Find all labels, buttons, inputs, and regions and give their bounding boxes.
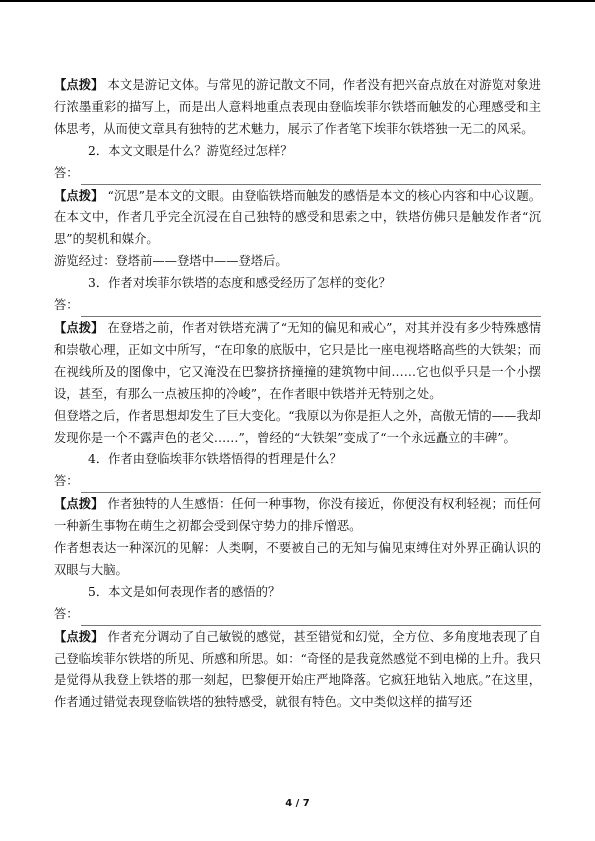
hint-tag: 【点拨】 — [54, 319, 104, 335]
answer-label: 答： — [54, 298, 79, 313]
question: 4．作者由登临埃菲尔铁塔悟得的哲理是什么？ — [88, 452, 342, 467]
answer-label: 答： — [54, 474, 79, 489]
answer-line — [54, 295, 541, 317]
question: 3．作者对埃菲尔铁塔的态度和感受经历了怎样的变化？ — [88, 276, 391, 291]
hint-tag: 【点拨】 — [54, 77, 104, 92]
hint-tag: 【点拨】 — [54, 628, 104, 644]
page-number: 4 / 7 — [285, 798, 310, 809]
document-body — [54, 74, 541, 714]
answer-label: 答： — [54, 606, 79, 621]
answer-blank — [81, 301, 541, 317]
answer-line — [54, 604, 541, 626]
hint-text: 作者充分调动了自己敏锐的感觉，甚至错觉和幻觉，全方位、多角度地表现了自己登临埃菲尔铁塔的所见、所感和所思。如：“奇怪的是我竟然感觉不到电梯的上升。我只是觉得从我登上铁塔的那一刻起，巴黎便开始庄严地降落。它疯狂地钻入地底。”在这里，作者通过错觉表现登临铁塔的独特感受，就很有特色。文中类似这样的描写还 — [54, 629, 541, 710]
hint-tag: 【点拨】 — [54, 496, 104, 512]
answer-label: 答： — [54, 165, 79, 180]
hint-paragraph — [54, 493, 541, 538]
hint-tag: 【点拨】 — [54, 187, 104, 203]
answer-line — [54, 471, 541, 493]
hint-text: 本文是游记文体。与常见的游记散文不同，作者没有把兴奋点放在对游览对象进行浓墨重彩的描写上，而是出人意料地重点表现由登临埃菲尔铁塔而触发的心理感受和主体思考，从而使文章具有独特的艺术魅力，展示了作者笔下埃菲尔铁塔独一无二的风采。 — [54, 78, 541, 136]
hint-text: 在登塔之前，作者对铁塔充满了“无知的偏见和戒心”，对其并没有多少特殊感情和崇敬心理，正如文中所写，“在印象的底版中，它只是比一座电视塔略高些的大铁架；而在视线所及的图像中，它又淹没在巴黎挤挤撞撞的建筑物中间……它也似乎只是一个小摆设，甚至，有那么一点被压抑的冷峻”，在作者眼中铁塔并无特别之处。 — [54, 320, 541, 401]
hint-paragraph — [54, 626, 541, 715]
answer-blank — [81, 610, 541, 626]
hint-paragraph — [54, 317, 541, 406]
answer-blank — [81, 477, 541, 493]
hint-text: “沉思”是本文的文眼。由登临铁塔而触发的感悟是本文的核心内容和中心议题。在本文中，作者几乎完全沉浸在自己独特的感受和思索之中，铁塔仿佛只是触发作者“沉思”的契机和媒介。 — [54, 188, 541, 247]
hint-text: 作者独特的人生感悟：任何一种事物，你没有接近，你便没有权利轻视；而任何一种新生事物在萌生之初都会受到保守势力的排斥憎恶。 — [54, 497, 541, 534]
answer-line — [54, 163, 541, 185]
answer-blank — [81, 169, 541, 185]
body-paragraph: 游览经过：登塔前——登塔中——登塔后。 — [54, 254, 288, 269]
question: 2．本文文眼是什么？游览经过怎样？ — [88, 143, 293, 158]
question: 5．本文是如何表现作者的感悟的？ — [88, 584, 281, 599]
hint-paragraph — [54, 74, 541, 141]
top-rule — [0, 0, 595, 2]
body-paragraph: 作者想表达一种深沉的见解：人类啊，不要被自己的无知与偏见束缚住对外界正确认识的双眼与大脑。 — [54, 541, 541, 577]
body-paragraph: 但登塔之后，作者思想却发生了巨大变化。“我原以为你是拒人之外，高傲无情的——我却发现你是一个不露声色的老父……”，曾经的“大铁架”变成了“一个永远矗立的丰碑”。 — [54, 408, 541, 445]
hint-paragraph — [54, 185, 541, 252]
